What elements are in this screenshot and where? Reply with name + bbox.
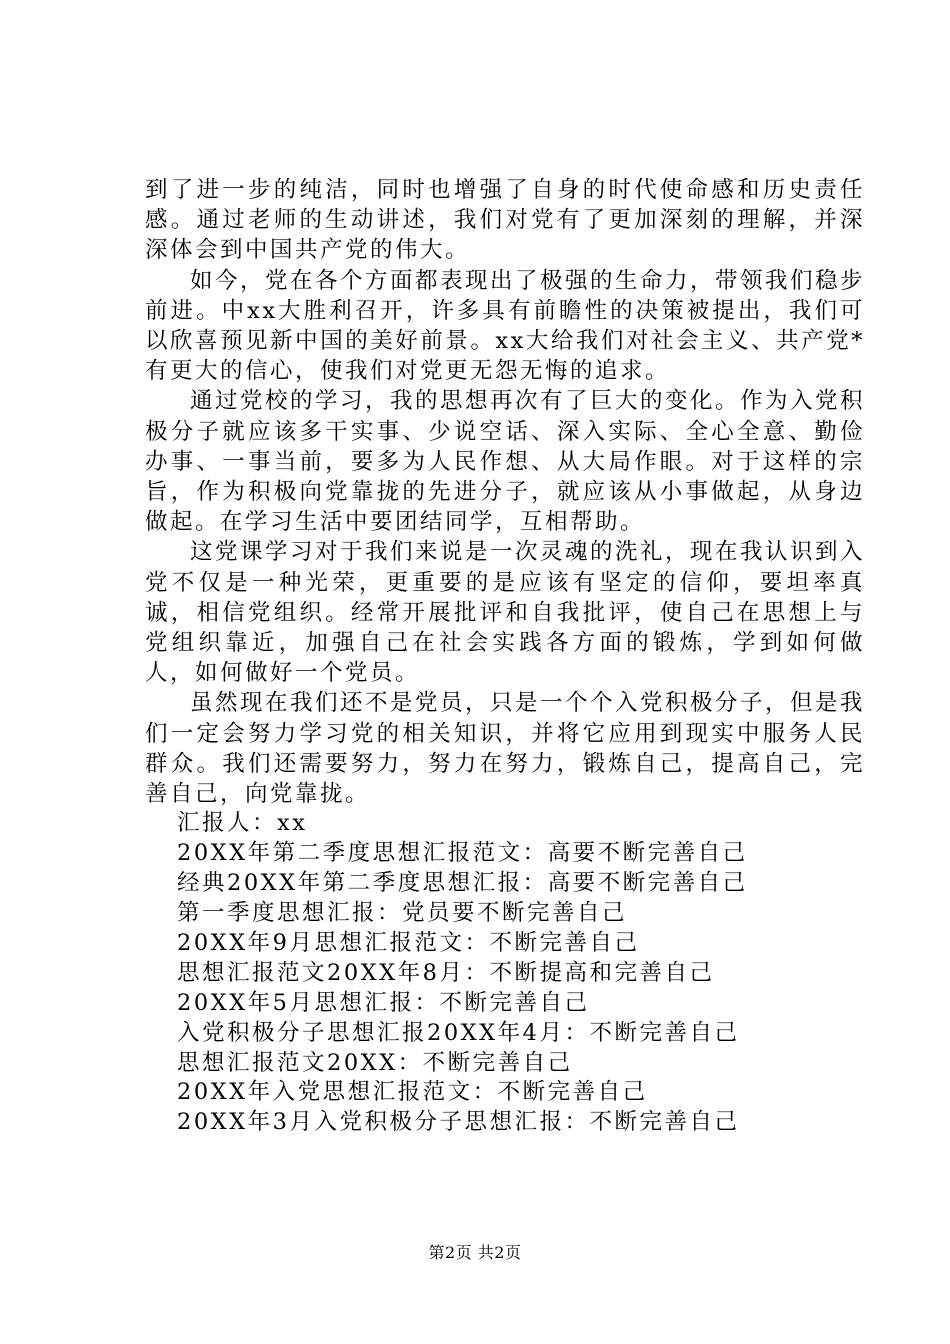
paragraph: 这党课学习对于我们来说是一次灵魂的洗礼，现在我认识到入党不仅是一种光荣，更重要的是应该有坚定的信仰，要坦率真诚，相信党组织。经常开展批评和自我批评，使自己在思想上与党组织靠近，加强自己在社会实践各方面的锻炼，学到如何做人，如何做好一个党员。	[145, 539, 866, 687]
related-title: 入党积极分子思想汇报20XX年4月：不断完善自己	[177, 1019, 740, 1046]
related-title: 20XX年第二季度思想汇报范文：高要不断完善自己	[177, 840, 748, 867]
page-number-footer: 第2页 共2页	[428, 1243, 522, 1262]
paragraph: 如今，党在各个方面都表现出了极强的生命力，带领我们稳步前进。中xx大胜利召开，许多具有前瞻性的决策被提出，我们可以欣喜预见新中国的美好前景。xx大给我们对社会主义、共产党*有更大的信心，使我们对党更无怨无悔的追求。	[145, 267, 866, 385]
paragraph: 通过党校的学习，我的思想再次有了巨大的变化。作为入党积极分子就应该多干实事、少说空话、深入实际、全心全意、勤俭办事、一事当前，要多为人民作想、从大局作眼。对于这样的宗旨，作为积极向党靠拢的先进分子，就应该从小事做起，从身边做起。在学习生活中要团结同学，互相帮助。	[145, 388, 866, 536]
related-title: 思想汇报范文20XX：不断完善自己	[177, 1049, 573, 1076]
related-titles-list	[145, 839, 865, 1138]
related-title: 第一季度思想汇报：党员要不断完善自己	[177, 899, 628, 926]
related-title: 20XX年入党思想汇报范文：不断完善自己	[177, 1079, 648, 1106]
related-title: 经典20XX年第二季度思想汇报：高要不断完善自己	[177, 870, 748, 897]
related-title: 20XX年5月思想汇报：不断完善自己	[177, 989, 590, 1016]
related-title: 20XX年9月思想汇报范文：不断完善自己	[177, 929, 640, 956]
related-title: 思想汇报范文20XX年8月：不断提高和完善自己	[177, 959, 715, 986]
reporter-line: 汇报人：xx	[177, 810, 308, 837]
paragraph-continuation: 到了进一步的纯洁，同时也增强了自身的时代使命感和历史责任感。通过老师的生动讲述，我们对党有了更加深刻的理解，并深深体会到中国共产党的伟大。	[145, 177, 865, 264]
document-body	[145, 175, 865, 1138]
related-title: 20XX年3月入党积极分子思想汇报：不断完善自己	[177, 1109, 740, 1136]
paragraph: 虽然现在我们还不是党员，只是一个个入党积极分子，但是我们一定会努力学习党的相关知识，并将它应用到现实中服务人民群众。我们还需要努力，努力在努力，锻炼自己，提高自己，完善自己，向党靠拢。	[145, 690, 866, 808]
